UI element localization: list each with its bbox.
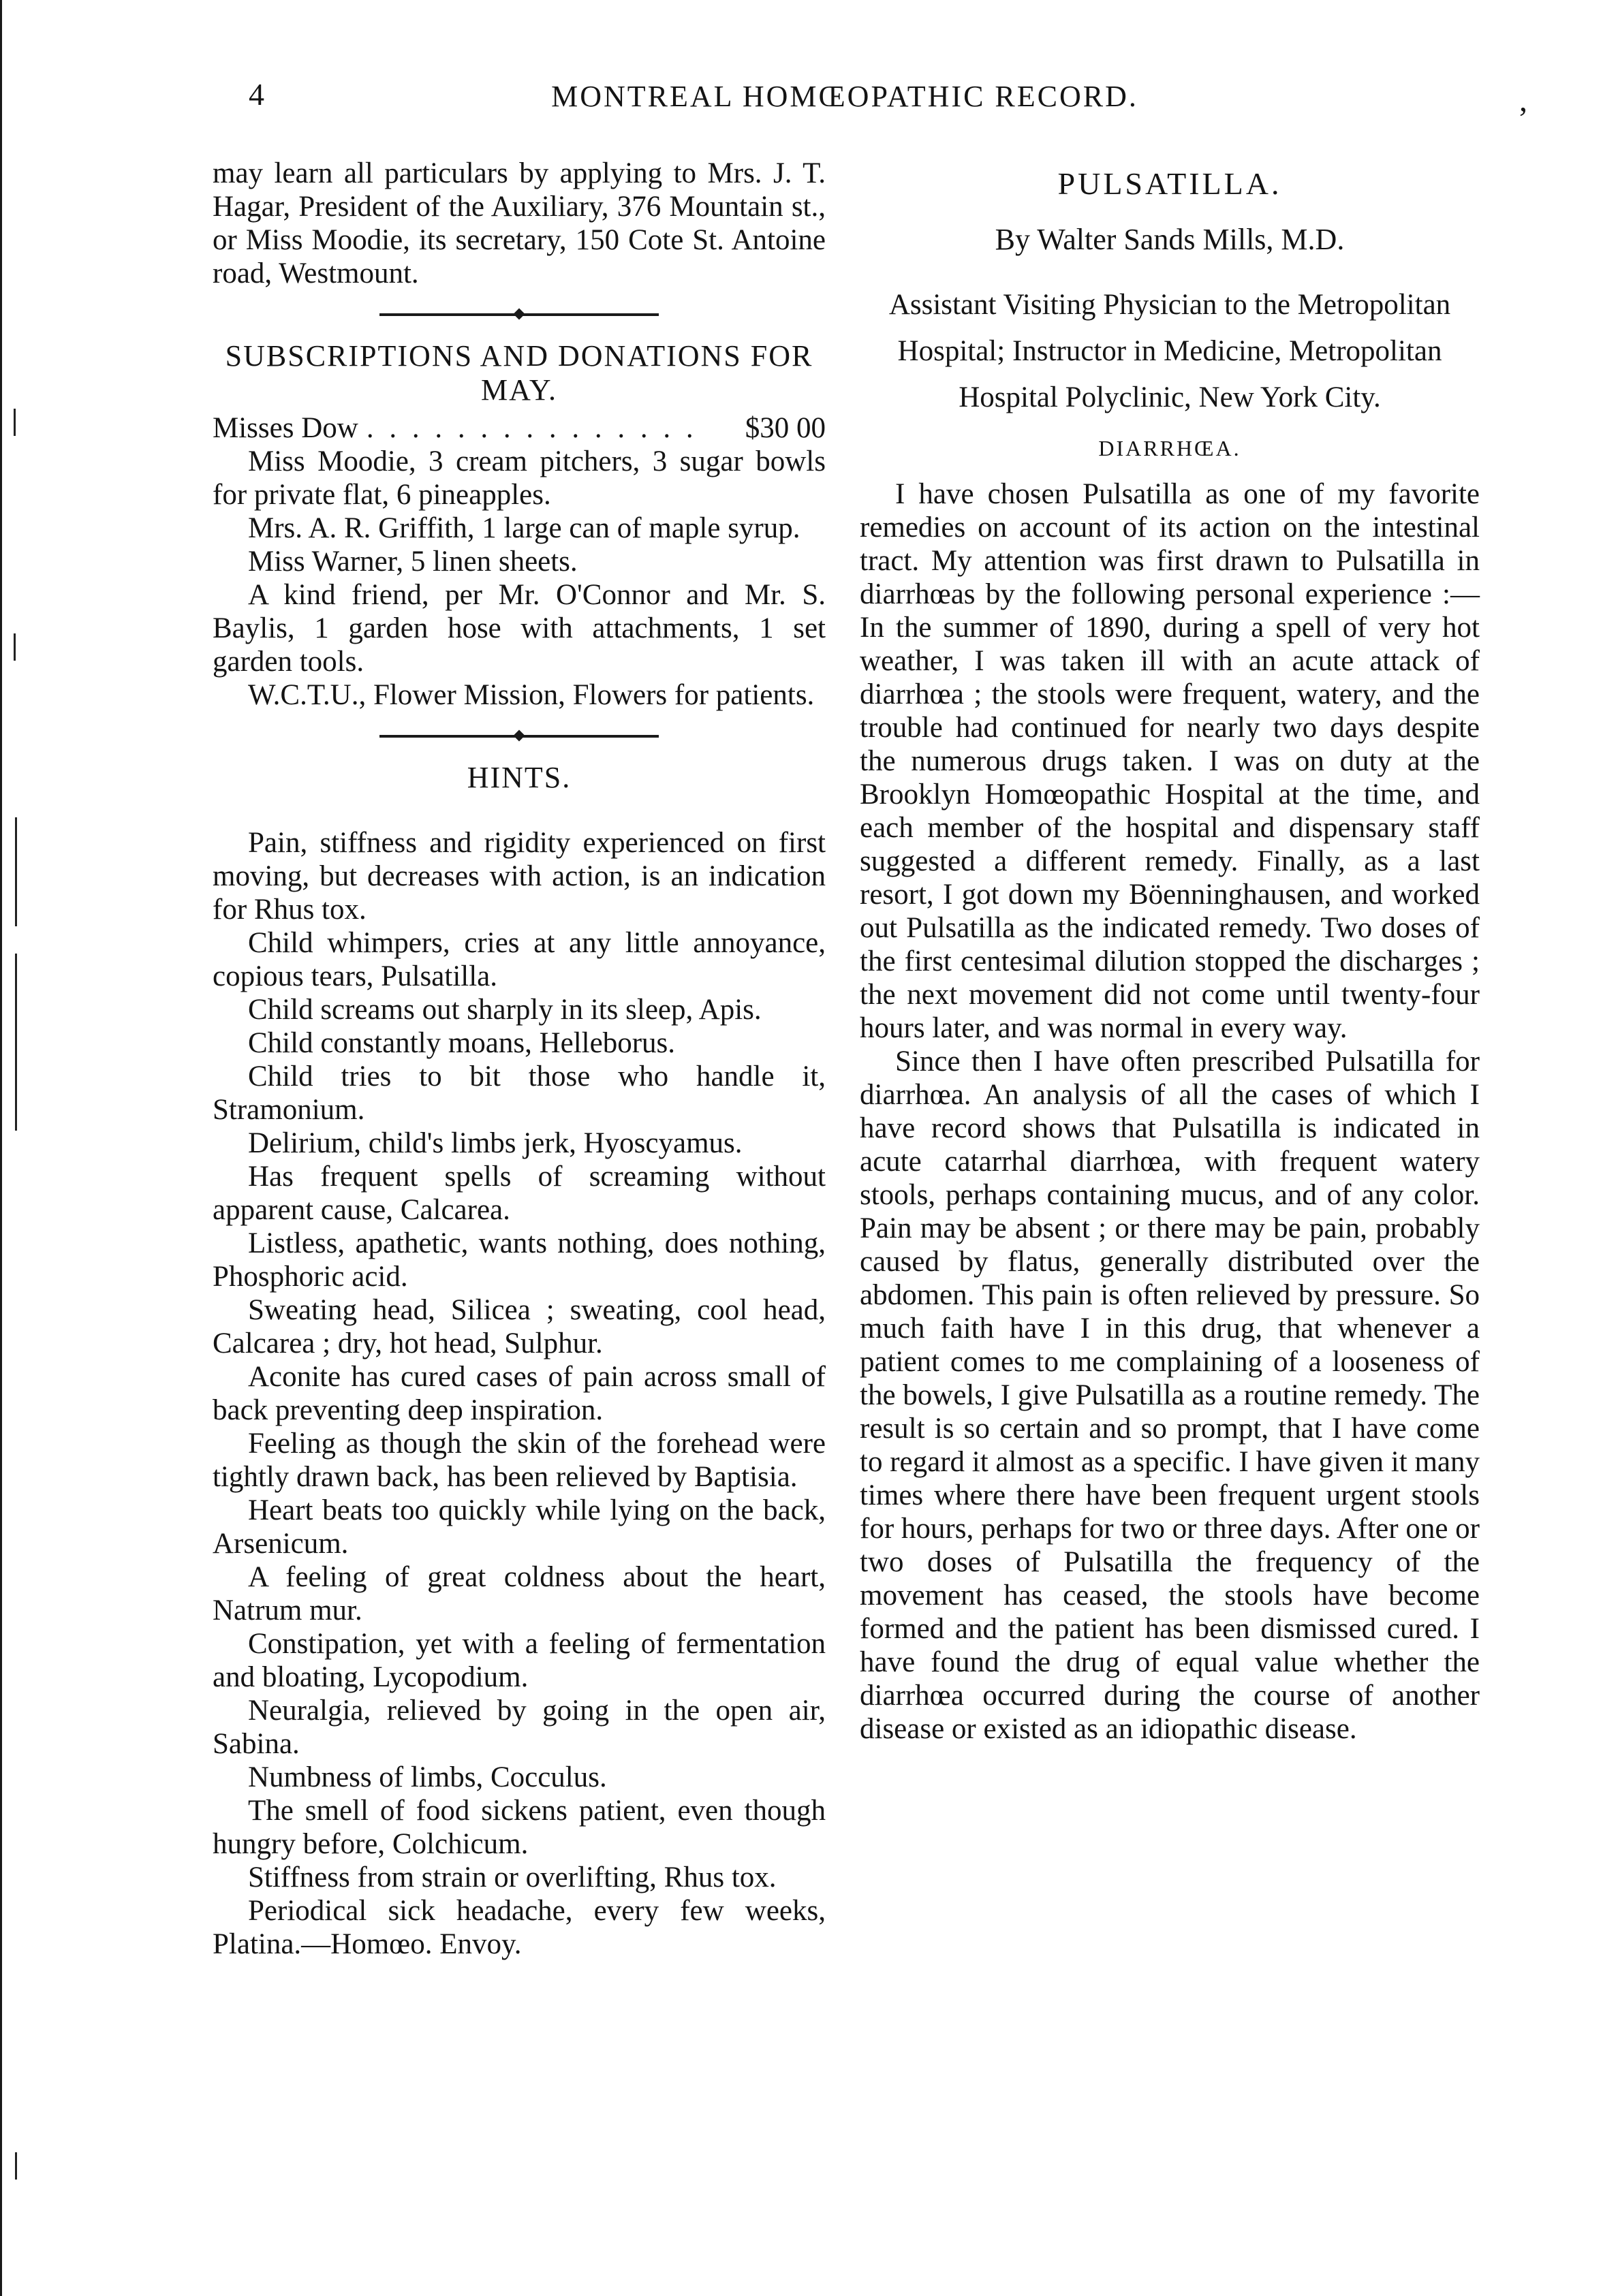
page-header — [204, 76, 1485, 124]
donation-amount: $30 00 — [745, 412, 826, 444]
running-title: MONTREAL HOMŒOPATHIC RECORD. — [551, 80, 1138, 113]
hint-item: Periodical sick headache, every few weeks, Platina.—Homœo. Envoy. — [213, 1895, 826, 1960]
hint-item: Sweating head, Silicea ; sweating, cool head, Calcarea ; dry, hot head, Sulphur. — [213, 1294, 826, 1359]
section-divider — [379, 735, 659, 738]
donation-item: W.C.T.U., Flower Mission, Flowers for patients. — [248, 679, 815, 711]
right-column — [860, 157, 1480, 1746]
hint-item: Pain, stiffness and rigidity experienced on first moving, but decreases with action, is an indication for Rhus tox. — [213, 827, 826, 926]
leader-dots: . . . . . . . . . . . . . . . — [366, 412, 698, 444]
section-divider — [379, 313, 659, 316]
hint-item: Feeling as though the skin of the forehead were tightly drawn back, has been relieved by Baptisia. — [213, 1428, 826, 1493]
binding-edge — [0, 0, 10, 2296]
article-paragraph: Since then I have often prescribed Pulsatilla for diarrhœa. An analysis of all the cases of which I have record shows that Pulsatilla is indicated in acute catarrhal diarrhœa, with frequent watery stools, perhaps containing mucus, and of any color. Pain may be absent ; or there may be pain, probably caused by flatus, generally distributed over the abdomen. This pain is often relieved by pressure. So much faith have I in this drug, that whenever a patient comes to me complaining of a looseness of the bowels, I give Pulsatilla as a routine remedy. The result is so certain and so prompt, that I have come to regard it almost as a specific. I have given it many times where there have been frequent urgent stools for hours, perhaps for two or three days. After one or two doses of Pulsatilla the frequency of the movement has ceased, the stools have become formed and the patient has been dismissed cured. I have found the drug of equal value whether the diarrhœa occurred during the course of another disease or existed as an idiopathic disease. — [860, 1045, 1480, 1745]
edge-mark — [15, 817, 17, 926]
donation-first-line — [213, 411, 826, 445]
hint-item: Neuralgia, relieved by going in the open air, Sabina. — [213, 1695, 826, 1760]
hint-item: Delirium, child's limbs jerk, Hyoscyamus. — [248, 1127, 743, 1159]
donation-item: A kind friend, per Mr. O'Connor and Mr. S. Baylis, 1 garden hose with attachments, 1 set garden tools. — [213, 579, 826, 678]
article-paragraph: I have chosen Pulsatilla as one of my favorite remedies on account of its action on the intestinal tract. My attention was first drawn to Pulsatilla in diarrhœas by the following personal experience :—In the summer of 1890, during a spell of very hot weather, I was taken ill with an acute attack of diarrhœa ; the stools were frequent, watery, and the trouble had continued for nearly two days despite the numerous drugs taken. I was on duty at the Brooklyn Homœopathic Hospital at the time, and each member of the hospital and dispensary staff suggested a different remedy. Finally, as a last resort, I got down my Böenninghausen, and worked out Pulsatilla as the indicated remedy. Two doses of the first centesimal dilution stopped the discharges ; the next movement did not come until twenty-four hours later, and was normal in every way. — [860, 478, 1480, 1044]
hint-item: The smell of food sickens patient, even though hungry before, Colchicum. — [213, 1795, 826, 1860]
edge-mark — [14, 633, 16, 661]
donation-item: Miss Warner, 5 linen sheets. — [248, 546, 578, 578]
hint-item: Stiffness from strain or overlifting, Rhus tox. — [248, 1861, 777, 1893]
hint-item: Child whimpers, cries at any little annoyance, copious tears, Pulsatilla. — [213, 927, 826, 992]
edge-mark — [15, 954, 17, 1131]
hint-item: Child screams out sharply in its sleep, Apis. — [248, 994, 762, 1026]
hints-title: HINTS. — [467, 761, 572, 794]
page-number: 4 — [249, 77, 264, 112]
hint-item: Child constantly moans, Helleborus. — [248, 1027, 676, 1059]
hint-item: Has frequent spells of screaming without apparent cause, Calcarea. — [213, 1161, 826, 1226]
hint-item: Aconite has cured cases of pain across small of back preventing deep inspiration. — [213, 1361, 826, 1426]
left-column — [213, 157, 826, 1961]
hint-item: A feeling of great coldness about the heart, Natrum mur. — [213, 1561, 826, 1626]
article-byline: By Walter Sands Mills, M.D. — [995, 223, 1345, 256]
hint-item: Numbness of limbs, Cocculus. — [248, 1761, 607, 1793]
hint-item: Constipation, yet with a feeling of fermentation and bloating, Lycopodium. — [213, 1628, 826, 1693]
donation-item: Mrs. A. R. Griffith, 1 large can of maple syrup. — [248, 512, 800, 544]
edge-mark — [15, 2152, 17, 2180]
donation-item: Miss Moodie, 3 cream pitchers, 3 sugar bowls for private flat, 6 pineapples. — [213, 445, 826, 511]
article-title: PULSATILLA. — [1057, 166, 1282, 201]
hint-item: Child tries to bit those who handle it, Stramonium. — [213, 1060, 826, 1126]
edge-mark — [14, 409, 16, 436]
hint-item: Heart beats too quickly while lying on the back, Arsenicum. — [213, 1494, 826, 1560]
section-heading: DIARRHŒA. — [1098, 436, 1241, 460]
subscriptions-title: SUBSCRIPTIONS AND DONATIONS FOR MAY. — [225, 339, 813, 407]
intro-paragraph: may learn all particulars by applying to Mrs. J. T. Hagar, President of the Auxiliary, 376 Mountain st., or Miss Moodie, its secretary, 150 Cote St. Antoine road, Westmount. — [213, 157, 826, 289]
corner-mark: , — [1519, 82, 1527, 119]
hint-item: Listless, apathetic, wants nothing, does nothing, Phosphoric acid. — [213, 1227, 826, 1293]
author-affiliation: Assistant Visiting Physician to the Metropolitan Hospital; Instructor in Medicine, Metropolitan Hospital Polyclinic, New York City. — [888, 289, 1451, 413]
donation-donor: Misses Dow — [213, 412, 358, 444]
